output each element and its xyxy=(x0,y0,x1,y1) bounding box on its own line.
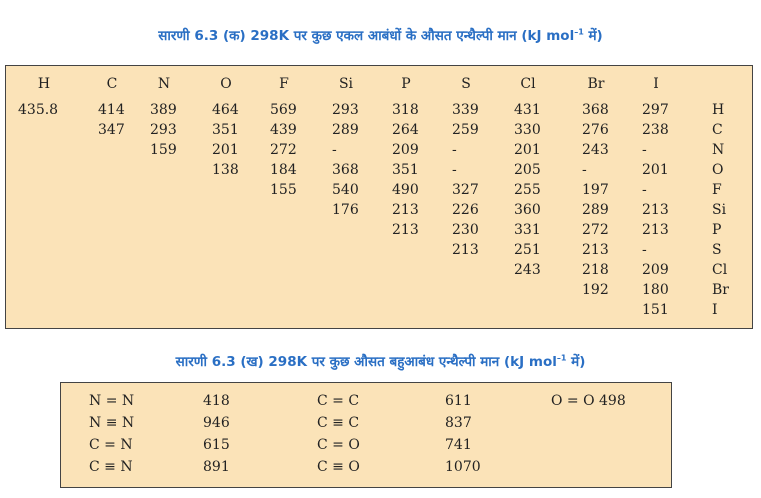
bond-enthalpy-cell: 569 xyxy=(270,102,297,118)
bond-enthalpy-cell: 540 xyxy=(332,182,359,198)
bond-enthalpy-cell: - xyxy=(332,142,337,158)
bond-enthalpy-cell: - xyxy=(642,242,647,258)
bond-enthalpy-cell: 339 xyxy=(452,102,479,118)
column-header: I xyxy=(653,76,659,92)
bond-enthalpy-cell: 213 xyxy=(452,242,479,258)
bond-enthalpy-cell: 435.8 xyxy=(18,102,59,118)
bond-enthalpy-cell: 226 xyxy=(452,202,479,218)
bond-enthalpy-value: 741 xyxy=(445,437,472,453)
row-label: F xyxy=(712,182,722,198)
bond-enthalpy-cell: 213 xyxy=(642,202,669,218)
bond-enthalpy-cell: 318 xyxy=(392,102,419,118)
table2-caption: सारणी 6.3 (ख) 298K पर कुछ औसत बहुआबंध एन्थैल्पी मान (kJ mol$^{-1}$ में) xyxy=(175,353,586,370)
bond-enthalpy-cell: 243 xyxy=(582,142,609,158)
bond-enthalpy-cell: 330 xyxy=(514,122,541,138)
column-header: Si xyxy=(338,76,354,92)
row-label: S xyxy=(712,242,722,258)
bond-enthalpy-cell: 389 xyxy=(150,102,177,118)
bond-enthalpy-cell: 184 xyxy=(270,162,297,178)
bond-enthalpy-cell: 213 xyxy=(642,222,669,238)
bond-enthalpy-value: 418 xyxy=(203,393,230,409)
bond-enthalpy-value: 946 xyxy=(203,415,230,431)
row-label: P xyxy=(712,222,722,238)
bond-enthalpy-cell: 297 xyxy=(642,102,669,118)
row-label: Cl xyxy=(712,262,728,278)
bond-enthalpy-value: 1070 xyxy=(445,459,481,475)
bond-enthalpy-cell: 293 xyxy=(150,122,177,138)
bond-enthalpy-cell: 205 xyxy=(514,162,541,178)
column-header: Cl xyxy=(520,76,536,92)
bond-enthalpy-cell: 180 xyxy=(642,282,669,298)
bond-enthalpy-cell: - xyxy=(452,162,457,178)
bond-type: O = O xyxy=(551,393,595,409)
bond-enthalpy-cell: 439 xyxy=(270,122,297,138)
bond-enthalpy-cell: - xyxy=(642,142,647,158)
bond-enthalpy-cell: 272 xyxy=(582,222,609,238)
bond-type: C ≡ O xyxy=(317,459,360,475)
bond-enthalpy-cell: 176 xyxy=(332,202,359,218)
column-header: S xyxy=(461,76,471,92)
bond-enthalpy-cell: 201 xyxy=(212,142,239,158)
bond-type: C = O xyxy=(317,437,360,453)
bond-enthalpy-value: 611 xyxy=(445,393,472,409)
row-label: O xyxy=(712,162,724,178)
bond-enthalpy-cell: 201 xyxy=(642,162,669,178)
bond-type: C = N xyxy=(89,437,133,453)
column-header: O xyxy=(220,76,232,92)
bond-enthalpy-cell: 155 xyxy=(270,182,297,198)
bond-type: N = N xyxy=(89,393,135,409)
bond-enthalpy-cell: 272 xyxy=(270,142,297,158)
row-label: I xyxy=(712,302,718,318)
single-bond-table xyxy=(5,65,753,329)
bond-enthalpy-cell: 327 xyxy=(452,182,479,198)
bond-enthalpy-cell: 159 xyxy=(150,142,177,158)
bond-enthalpy-cell: 213 xyxy=(582,242,609,258)
bond-enthalpy-cell: 351 xyxy=(392,162,419,178)
bond-enthalpy-cell: 259 xyxy=(452,122,479,138)
bond-enthalpy-cell: 264 xyxy=(392,122,419,138)
bond-enthalpy-cell: 276 xyxy=(582,122,609,138)
bond-enthalpy-cell: 243 xyxy=(514,262,541,278)
bond-enthalpy-cell: 251 xyxy=(514,242,541,258)
row-label: N xyxy=(712,142,725,158)
bond-enthalpy-cell: 218 xyxy=(582,262,609,278)
bond-type: C = C xyxy=(317,393,360,409)
bond-enthalpy-cell: 209 xyxy=(392,142,419,158)
bond-enthalpy-cell: 209 xyxy=(642,262,669,278)
bond-enthalpy-cell: 151 xyxy=(642,302,669,318)
bond-enthalpy-cell: 255 xyxy=(514,182,541,198)
bond-enthalpy-cell: 347 xyxy=(98,122,125,138)
bond-enthalpy-cell: 351 xyxy=(212,122,239,138)
bond-enthalpy-cell: 213 xyxy=(392,202,419,218)
table1-caption: सारणी 6.3 (क) 298K पर कुछ एकल आबंधों के औसत एन्थैल्पी मान (kJ mol$^{-1}$ में) xyxy=(158,27,603,44)
column-header: F xyxy=(279,76,289,92)
bond-enthalpy-cell: 289 xyxy=(332,122,359,138)
bond-enthalpy-cell: 414 xyxy=(98,102,125,118)
bond-enthalpy-cell: 368 xyxy=(332,162,359,178)
bond-enthalpy-cell: 138 xyxy=(212,162,239,178)
bond-enthalpy-cell: 464 xyxy=(212,102,239,118)
row-label: C xyxy=(712,122,723,138)
bond-enthalpy-value: 498 xyxy=(599,393,626,409)
bond-enthalpy-cell: 490 xyxy=(392,182,419,198)
bond-enthalpy-cell: - xyxy=(582,162,587,178)
bond-enthalpy-value: 891 xyxy=(203,459,230,475)
bond-enthalpy-cell: 293 xyxy=(332,102,359,118)
bond-enthalpy-cell: 230 xyxy=(452,222,479,238)
column-header: N xyxy=(157,76,171,92)
bond-enthalpy-cell: - xyxy=(642,182,647,198)
row-label: Si xyxy=(712,202,727,218)
bond-enthalpy-cell: 331 xyxy=(514,222,541,238)
bond-type: N ≡ N xyxy=(89,415,135,431)
column-header: H xyxy=(37,76,51,92)
bond-enthalpy-cell: 238 xyxy=(642,122,669,138)
bond-type: C ≡ N xyxy=(89,459,133,475)
bond-enthalpy-cell: 213 xyxy=(392,222,419,238)
bond-enthalpy-cell: 368 xyxy=(582,102,609,118)
column-header: C xyxy=(106,76,118,92)
row-label: Br xyxy=(712,282,729,298)
row-label: H xyxy=(712,102,725,118)
column-header: Br xyxy=(587,76,605,92)
multiple-bond-table xyxy=(60,382,672,488)
bond-enthalpy-cell: 360 xyxy=(514,202,541,218)
bond-enthalpy-cell: 197 xyxy=(582,182,609,198)
bond-enthalpy-value: 837 xyxy=(445,415,472,431)
bond-enthalpy-cell: 201 xyxy=(514,142,541,158)
bond-enthalpy-cell: 192 xyxy=(582,282,609,298)
bond-enthalpy-value: 615 xyxy=(203,437,230,453)
bond-enthalpy-cell: 289 xyxy=(582,202,609,218)
bond-type: C ≡ C xyxy=(317,415,360,431)
bond-enthalpy-cell: - xyxy=(452,142,457,158)
bond-enthalpy-cell: 431 xyxy=(514,102,541,118)
column-header: P xyxy=(401,76,411,92)
